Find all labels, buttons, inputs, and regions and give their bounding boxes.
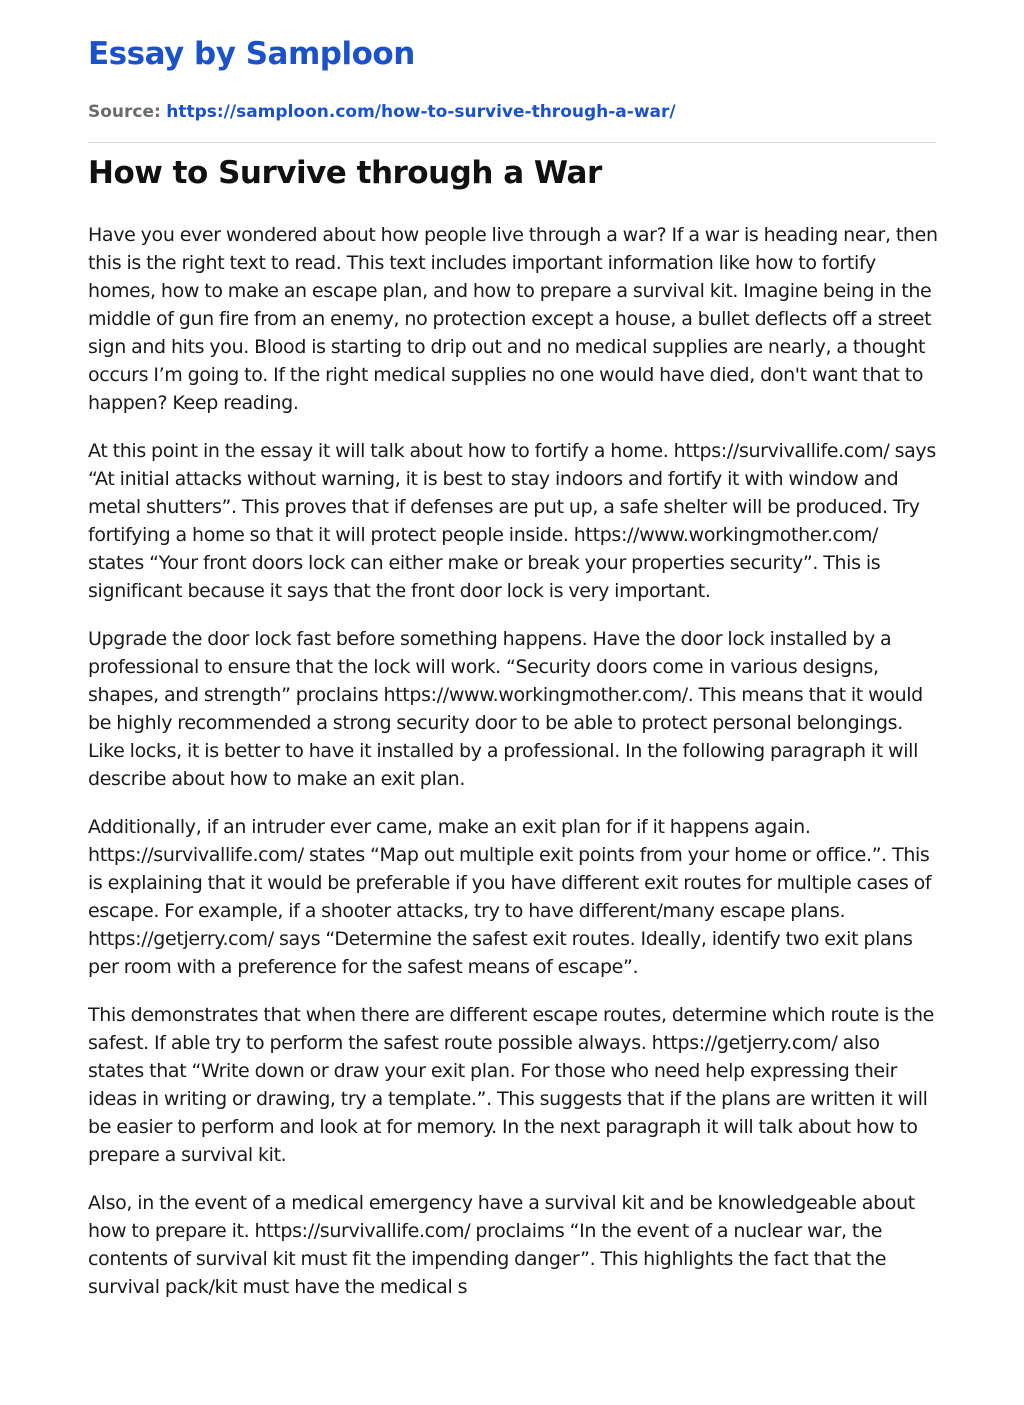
essay-body: [88, 221, 938, 1321]
source-label: Source:: [88, 102, 161, 122]
paragraph: At this point in the essay it will talk about how to fortify a home. https://survivallife.com/ says “At initial attacks without warning, it is best to stay indoors and fortify it with window and metal shutters”. This proves that if defenses are put up, a safe shelter will be produced. Try fortifying a home so that it will protect people inside. https://www.workingmother.com/ states “Your front doors lock can either make or break your properties security”. This is significant because it says that the front door lock is very important.: [88, 440, 936, 602]
essay-title: How to Survive through a War: [88, 155, 602, 191]
source-link[interactable]: https://samploon.com/how-to-survive-through-a-war/: [166, 102, 676, 122]
site-brand: Essay by Samploon: [88, 36, 415, 72]
paragraph: Have you ever wondered about how people live through a war? If a war is heading near, then this is the right text to read. This text includes important information like how to fortify homes, how to make an escape plan, and how to prepare a survival kit. Imagine being in the middle of gun fire from an enemy, no protection except a house, a bullet deflects off a street sign and hits you. Blood is starting to drip out and no medical supplies are nearly, a thought occurs I’m going to. If the right medical supplies no one would have died, don't want that to happen? Keep reading.: [88, 224, 938, 414]
paragraph: This demonstrates that when there are different escape routes, determine which route is the safest. If able try to perform the safest route possible always. https://getjerry.com/ also states that “Write down or draw your exit plan. For those who need help expressing their ideas in writing or drawing, try a template.”. This suggests that if the plans are written it will be easier to perform and look at for memory. In the next paragraph it will talk about how to prepare a survival kit.: [88, 1004, 934, 1166]
paragraph: Also, in the event of a medical emergency have a survival kit and be knowledgeable about how to prepare it. https://survivallife.com/ proclaims “In the event of a nuclear war, the contents of survival kit must fit the impending danger”. This highlights the fact that the survival pack/kit must have the medical s: [88, 1192, 915, 1298]
paragraph: Upgrade the door lock fast before something happens. Have the door lock installed by a professional to ensure that the lock will work. “Security doors come in various designs, shapes, and strength” proclains https://www.workingmother.com/. This means that it would be highly recommended a strong security door to be able to protect personal belongings. Like locks, it is better to have it installed by a professional. In the following paragraph it will describe about how to make an exit plan.: [88, 628, 923, 790]
paragraph: Additionally, if an intruder ever came, make an exit plan for if it happens again. https://survivallife.com/ states “Map out multiple exit points from your home or office.”. This is explaining that it would be preferable if you have different exit routes for multiple cases of escape. For example, if a shooter attacks, try to have different/many escape plans. https://getjerry.com/ says “Determine the safest exit routes. Ideally, identify two exit plans per room with a preference for the safest means of escape”.: [88, 816, 932, 978]
source-line: [88, 102, 676, 122]
header-divider: [88, 142, 936, 143]
